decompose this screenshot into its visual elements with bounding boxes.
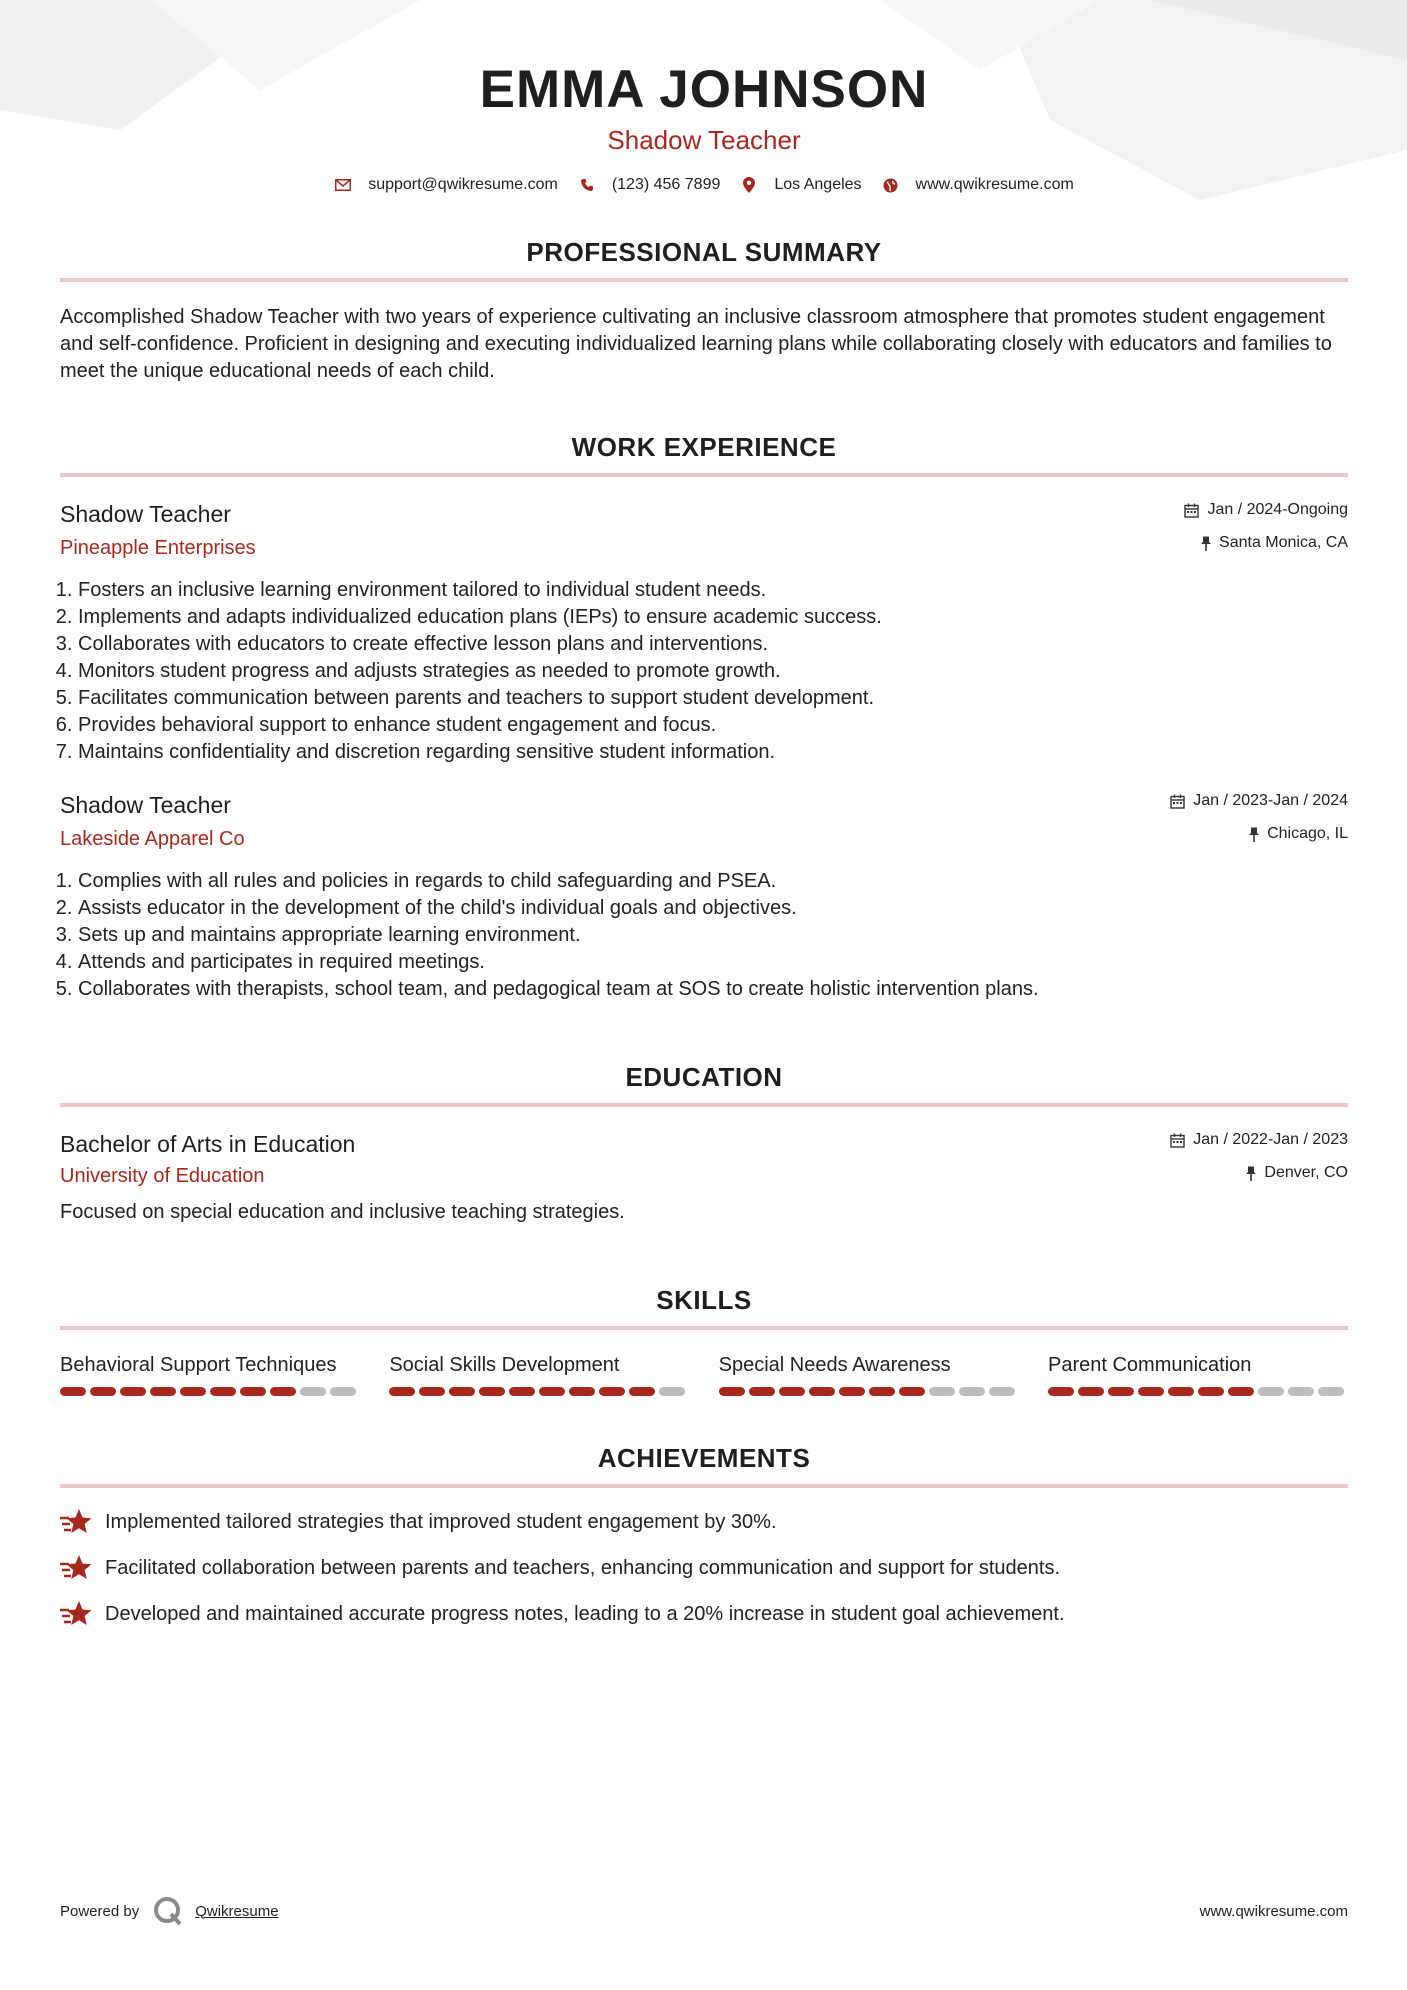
star-icon [60,1508,92,1536]
contact-website[interactable] [882,176,1074,194]
envelope-icon [334,176,352,194]
skill-segment-filled [449,1387,475,1396]
resume-page [60,0,1348,1646]
list-item: 5. Collaborates with therapists, school team, and pedagogical team at SOS to create holistic intervention plans. [78,976,1348,1003]
skill-segment-empty [959,1387,985,1396]
skill-segment-filled [210,1387,236,1396]
skill-segment-filled [569,1387,595,1396]
skill-segment-filled [1048,1387,1074,1396]
experience-heading: WORK EXPERIENCE [571,432,837,462]
skill-segment-filled [1198,1387,1224,1396]
achievement-item [60,1508,1348,1536]
list-item: 4. Attends and participates in required meetings. [78,949,1348,976]
skill-segment-filled [1138,1387,1164,1396]
skill-segment-filled [809,1387,835,1396]
section-divider [60,1103,1348,1107]
list-item: 2. Implements and adapts individualized education plans (IEPs) to ensure academic success. [78,604,1348,631]
skill-level-bar [1048,1387,1348,1396]
list-item: 3. Sets up and maintains appropriate learning environment. [78,922,1348,949]
candidate-name: EMMA JOHNSON [479,60,929,119]
pushpin-icon [1246,1166,1256,1181]
job-location: Chicago, IL [1267,825,1348,842]
skill-segment-filled [779,1387,805,1396]
summary-section [60,236,1348,385]
skill-segment-empty [330,1387,356,1396]
contact-website-text: www.qwikresume.com [915,176,1074,193]
education-heading: EDUCATION [625,1062,783,1092]
achievement-text: Developed and maintained accurate progress notes, leading to a 20% increase in student goal achievement. [105,1602,1065,1625]
achievement-text: Facilitated collaboration between parents and teachers, enhancing communication and support for students. [105,1556,1061,1579]
skill-segment-filled [120,1387,146,1396]
company-name: Pineapple Enterprises [60,537,256,559]
skill-level-bar [389,1387,689,1396]
contact-location [740,176,861,194]
skill-segment-empty [989,1387,1015,1396]
school-name: University of Education [60,1165,265,1187]
company-name: Lakeside Apparel Co [60,828,245,850]
skill-segment-filled [419,1387,445,1396]
skill-segment-empty [929,1387,955,1396]
skill-segment-filled [240,1387,266,1396]
skill-segment-empty [659,1387,685,1396]
skill-segment-filled [839,1387,865,1396]
education-section [60,1061,1348,1226]
achievement-item [60,1600,1348,1628]
footer-website[interactable]: www.qwikresume.com [1199,1902,1348,1920]
skill-segment-filled [180,1387,206,1396]
list-item: 6. Provides behavioral support to enhance student engagement and focus. [78,712,1348,739]
calendar-icon [1170,1133,1185,1148]
achievement-item [60,1554,1348,1582]
powered-by-label: Powered by [60,1902,140,1920]
skill-item [389,1352,689,1396]
section-divider [60,1484,1348,1488]
achievement-text: Implemented tailored strategies that improved student engagement by 30%. [105,1510,777,1533]
job-responsibilities [60,868,1348,1003]
skill-name: Special Needs Awareness [718,1354,951,1376]
section-divider [60,1326,1348,1330]
star-icon [60,1600,92,1628]
contact-phone[interactable] [578,176,721,194]
job-dates: Jan / 2023-Jan / 2024 [1193,792,1348,809]
skill-level-bar [60,1387,360,1396]
skill-segment-filled [749,1387,775,1396]
education-description: Focused on special education and inclusive teaching strategies. [60,1201,625,1223]
skill-segment-filled [629,1387,655,1396]
skill-segment-filled [60,1387,86,1396]
skill-segment-filled [899,1387,925,1396]
resume-header [60,0,1348,194]
skills-grid [60,1352,1348,1396]
skill-segment-filled [509,1387,535,1396]
pushpin-icon [1249,827,1259,842]
summary-text: Accomplished Shadow Teacher with two years of experience cultivating an inclusive classroom atmosphere that promotes student engagement and self-confidence. Proficient in designing and executing individualized learning plans while collaborating closely with educators and families to meet the unique educational needs of each child. [60,306,1332,382]
skill-segment-filled [599,1387,625,1396]
qwikresume-logo-icon [153,1896,183,1926]
skill-name: Behavioral Support Techniques [60,1354,337,1376]
skill-segment-filled [389,1387,415,1396]
list-item: 2. Assists educator in the development of the child's individual goals and objectives. [78,895,1348,922]
skill-item [1048,1352,1348,1396]
globe-icon [882,176,900,194]
skill-segment-filled [270,1387,296,1396]
achievements-heading: ACHIEVEMENTS [597,1443,811,1473]
contact-email-text: support@qwikresume.com [368,176,558,193]
page-footer [60,1896,1348,1926]
education-entry [60,1129,1348,1226]
brand-link[interactable]: Qwikresume [195,1902,279,1920]
list-item: 5. Facilitates communication between parents and teachers to support student development. [78,685,1348,712]
skills-heading: SKILLS [656,1285,752,1315]
list-item: 1. Fosters an inclusive learning environment tailored to individual student needs. [78,577,1348,604]
skill-segment-empty [300,1387,326,1396]
skill-name: Parent Communication [1047,1354,1252,1376]
list-item: 4. Monitors student progress and adjusts strategies as needed to promote growth. [78,658,1348,685]
skill-segment-empty [1318,1387,1344,1396]
skill-item [60,1352,360,1396]
skill-segment-filled [150,1387,176,1396]
job-title: Shadow Teacher [60,501,231,527]
degree-title: Bachelor of Arts in Education [60,1131,356,1157]
skill-segment-filled [1078,1387,1104,1396]
experience-section [60,431,1348,1003]
section-divider [60,473,1348,477]
calendar-icon [1184,503,1199,518]
skill-segment-filled [1108,1387,1134,1396]
map-pin-icon [740,176,758,194]
contact-phone-text: (123) 456 7899 [611,176,721,193]
candidate-role: Shadow Teacher [607,125,801,155]
star-icon [60,1554,92,1582]
skill-segment-filled [869,1387,895,1396]
job-dates: Jan / 2024-Ongoing [1207,501,1348,518]
phone-icon [578,176,596,194]
skill-segment-filled [1228,1387,1254,1396]
skill-name: Social Skills Development [389,1354,620,1376]
education-dates: Jan / 2022-Jan / 2023 [1193,1131,1348,1148]
skill-segment-filled [90,1387,116,1396]
job-entry [60,499,1348,766]
skill-segment-filled [1168,1387,1194,1396]
skill-item [719,1352,1019,1396]
job-entry [60,790,1348,1003]
calendar-icon [1170,794,1185,809]
job-title: Shadow Teacher [60,792,231,818]
list-item: 7. Maintains confidentiality and discretion regarding sensitive student information. [78,739,1348,766]
job-location: Santa Monica, CA [1219,534,1348,551]
skill-segment-filled [719,1387,745,1396]
contact-bar [60,176,1348,194]
contact-location-text: Los Angeles [774,176,862,193]
skill-level-bar [719,1387,1019,1396]
skill-segment-filled [479,1387,505,1396]
achievements-section [60,1442,1348,1628]
list-item: 3. Collaborates with educators to create effective lesson plans and interventions. [78,631,1348,658]
skill-segment-empty [1258,1387,1284,1396]
skill-segment-filled [539,1387,565,1396]
pushpin-icon [1201,536,1211,551]
skill-segment-empty [1288,1387,1314,1396]
list-item: 1. Complies with all rules and policies in regards to child safeguarding and PSEA. [78,868,1348,895]
skills-section [60,1284,1348,1396]
contact-email[interactable] [334,176,558,194]
education-location: Denver, CO [1264,1164,1348,1181]
summary-heading: PROFESSIONAL SUMMARY [526,237,882,267]
section-divider [60,278,1348,282]
job-responsibilities [60,577,1348,766]
achievements-list [60,1508,1348,1628]
